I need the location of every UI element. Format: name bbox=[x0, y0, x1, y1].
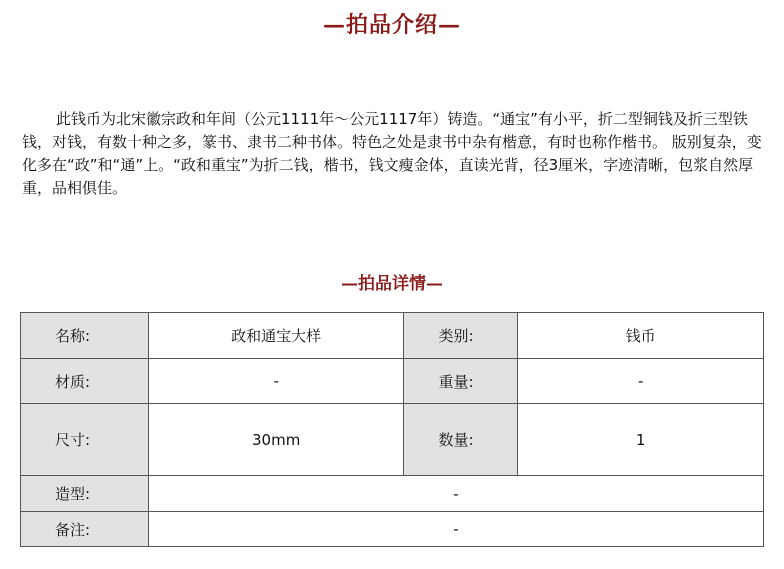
quantity-label: 数量: bbox=[404, 404, 518, 476]
shape-value: - bbox=[148, 476, 763, 512]
table-row bbox=[21, 404, 764, 476]
remark-value: - bbox=[148, 512, 763, 547]
category-value: 钱币 bbox=[518, 313, 764, 359]
table-row bbox=[21, 512, 764, 547]
material-label: 材质: bbox=[21, 359, 149, 404]
size-value: 30mm bbox=[148, 404, 404, 476]
weight-value: - bbox=[518, 359, 764, 404]
quantity-value: 1 bbox=[518, 404, 764, 476]
remark-label: 备注: bbox=[21, 512, 149, 547]
size-label: 尺寸: bbox=[21, 404, 149, 476]
name-value: 政和通宝大样 bbox=[148, 313, 404, 359]
weight-label: 重量: bbox=[404, 359, 518, 404]
page-title: —拍品介绍— bbox=[322, 12, 461, 38]
shape-label: 造型: bbox=[21, 476, 149, 512]
table-row bbox=[21, 313, 764, 359]
name-label: 名称: bbox=[21, 313, 149, 359]
details-title: —拍品详情— bbox=[341, 274, 443, 294]
intro-paragraph: 此钱币为北宋徽宗政和年间（公元1111年～公元1117年）铸造。“通宝”有小平，折二型铜钱及折三型铁钱，对钱，有数十种之多，篆书、隶书二种书体。特色之处是隶书中杂有楷意，有时也称作楷书。 版别复杂，变化多在“政”和“通”上。“政和重宝”为折二钱，楷书，钱文瘦金体，直读光背，径3厘米，字迹清晰，包浆自然厚重，品相俱佳。 bbox=[22, 110, 762, 197]
material-value: - bbox=[148, 359, 404, 404]
table-row bbox=[21, 476, 764, 512]
category-label: 类别: bbox=[404, 313, 518, 359]
details-table bbox=[20, 312, 764, 547]
table-row bbox=[21, 359, 764, 404]
